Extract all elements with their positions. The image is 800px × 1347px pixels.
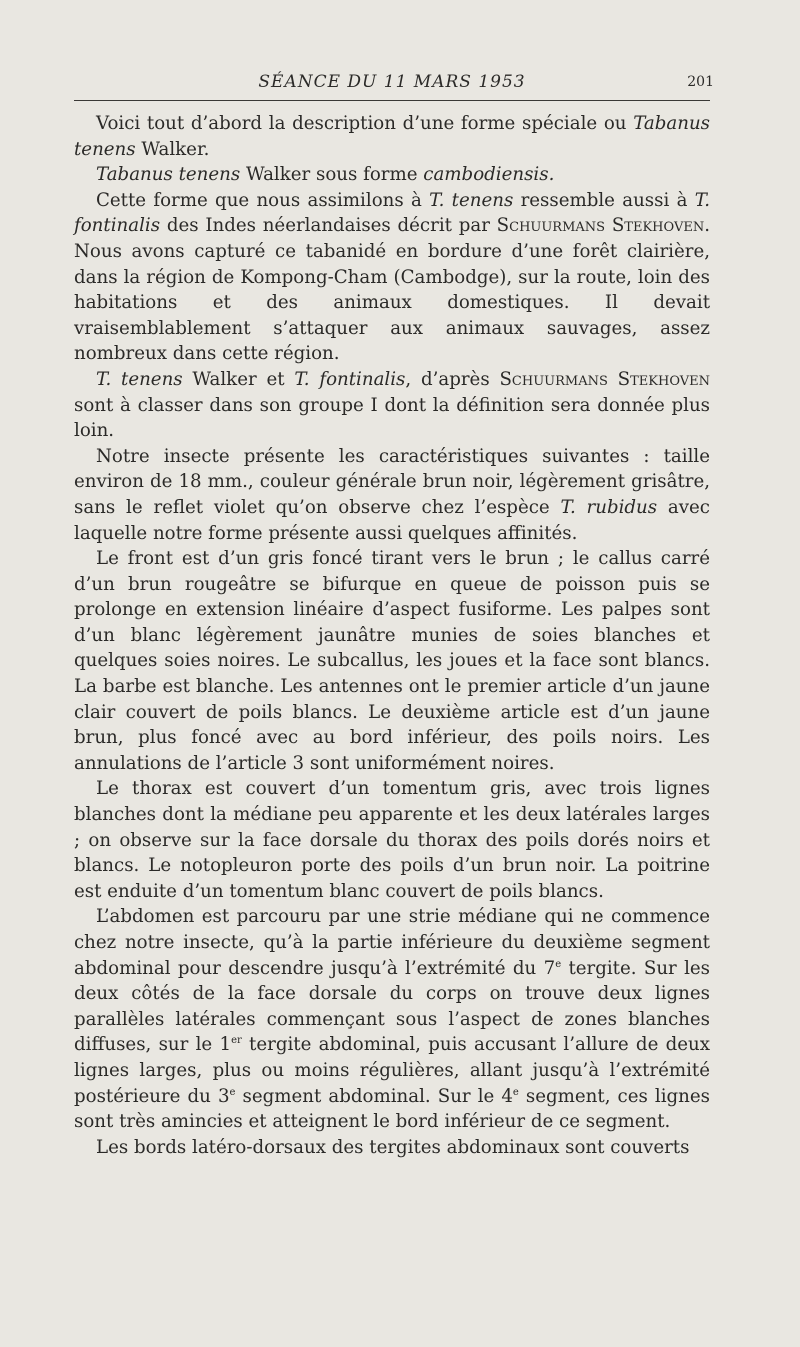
text-run: . Nous avons capturé ce tabanidé en bordure d’une forêt clairière, dans la région de Kompong-Cham (Cambodge), sur la route, loin des habitations et des animaux domestiques. Il devait vraisemblablement s’attaquer aux animaux sauvages, assez nombreux dans cette région. (74, 215, 710, 365)
text-run: Walker et (182, 368, 295, 390)
text-run: Walker sous forme (240, 164, 424, 186)
ordinal-suffix: e (229, 1086, 236, 1098)
section-heading (74, 162, 710, 188)
text-run: Walker. (135, 138, 210, 160)
paragraph-characteristics (74, 444, 710, 546)
form-name: cambodiensis. (423, 164, 555, 186)
ordinal-suffix: e (512, 1086, 519, 1098)
ordinal-suffix: er (231, 1035, 242, 1047)
text-run: tergite abdominal, puis accusant l’allure de deux lignes larges, plus ou moins régulières, allant jusqu’à l’extrémité postérieure du 3 (74, 1034, 711, 1107)
page-number: 201 (687, 74, 714, 90)
author-name: Schuurmans Stekhoven (499, 368, 711, 390)
text-run: ressemble aussi à (513, 189, 695, 211)
paragraph-classification (74, 367, 710, 444)
text-run: L’abdomen est parcouru par une strie médiane qui ne commence chez notre insecte, qu’à la partie inférieure du deuxième segment abdominal pour descendre jusqu’à l’extrémité du 7 (74, 906, 710, 979)
text-run: Cette forme que nous assimilons à (96, 189, 430, 211)
running-header (74, 72, 714, 101)
text-run: tergite. Sur les deux côtés de la face dorsale du corps on trouve deux lignes parallèles latérales commençant sous l’aspect de zones blanches diffuses, sur le 1 (74, 957, 710, 1056)
text-run: Notre insecte présente les caractéristiques suivantes : taille environ de 18 mm., couleur générale brun noir, légèrement grisâtre, sans le reflet violet qu’on observe chez l’espèce (74, 445, 710, 518)
species-name: T. tenens (429, 189, 514, 211)
text-run: des Indes néerlandaises décrit par (160, 215, 497, 237)
paragraph-abdomen (74, 904, 710, 1134)
text-run: segment abdominal. Sur le 4 (235, 1085, 513, 1107)
text-run: Voici tout d’abord la description d’une forme spéciale ou (96, 113, 634, 134)
body-text (74, 111, 710, 1160)
text-run: , d’après (405, 368, 500, 390)
paragraph-thorax: Le thorax est couvert d’un tomentum gris, avec trois lignes blanches dont la médiane peu apparente et les deux latérales larges ; on observe sur la face dorsale du thorax des poils dorés noirs et blancs. Le notopleuron porte des poils d’un brun noir. La poitrine est enduite d’un tomentum blanc couvert de poils blancs. (74, 778, 710, 902)
paragraph-head: Le front est d’un gris foncé tirant vers le brun ; le callus carré d’un brun rougeâtre se bifurque en queue de poisson puis se prolonge en extension linéaire d’aspect fusiforme. Les palpes sont d’un blanc légèrement jaunâtre munies de soies blanches et quelques soies noires. Le subcallus, les joues et la face sont blancs. La barbe est blanche. Les antennes ont le premier article d’un jaune clair couvert de poils blancs. Le deuxième article est d’un jaune brun, plus foncé avec au bord inférieur, des poils noirs. Les annulations de l’article 3 sont uniformément noires. (74, 548, 710, 774)
species-name: T. fontinalis (294, 368, 406, 390)
species-name: Tabanus tenens (96, 164, 241, 186)
species-name: T. fontinalis (74, 189, 710, 237)
paragraph-intro (74, 111, 710, 162)
species-name: T. rubidus (560, 496, 658, 518)
species-name: T. tenens (96, 368, 183, 390)
running-title: SÉANCE DU 11 MARS 1953 (258, 72, 526, 92)
paragraph-comparison (74, 188, 710, 367)
paragraph-tergites: Les bords latéro-dorsaux des tergites abdominaux sont couverts (96, 1136, 690, 1158)
text-run: avec laquelle notre forme présente aussi quelques affinités. (74, 496, 710, 544)
text-run: segment, ces lignes sont très amincies et atteignent le bord inférieur de ce segment. (74, 1085, 710, 1133)
species-name: Tabanus tenens (74, 113, 710, 160)
author-name: Schuurmans Stekhoven (496, 215, 705, 237)
text-run: sont à classer dans son groupe I dont la définition sera donnée plus loin. (74, 394, 710, 442)
ordinal-suffix: e (555, 958, 562, 970)
